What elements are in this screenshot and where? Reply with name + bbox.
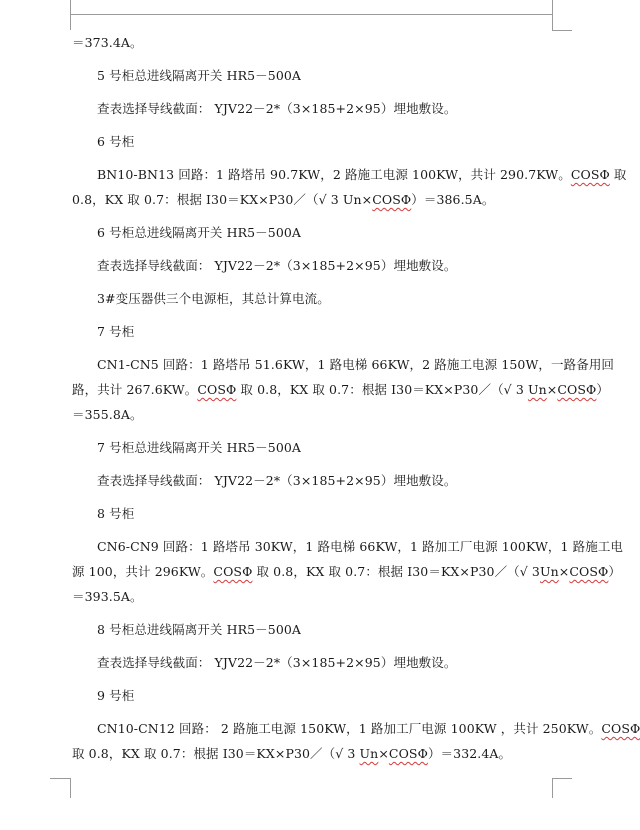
spellcheck-word: COSΦ: [569, 564, 609, 579]
heading-cabinet9: 9 号柜: [97, 688, 135, 703]
crop-mark-bottom-left-h: [50, 778, 70, 779]
crop-mark-bottom-right-v: [552, 778, 553, 798]
paragraph-cabinet8-switch: 8 号柜总进线隔离开关 HR5－500A: [97, 622, 302, 637]
paragraph-current-result: ＝373.4A。: [72, 35, 143, 50]
paragraph-cabinet7-switch: 7 号柜总进线隔离开关 HR5－500A: [97, 440, 302, 455]
paragraph-cabinet6-switch: 6 号柜总进线隔离开关 HR5－500A: [97, 225, 302, 240]
spellcheck-word: Un: [527, 382, 547, 397]
paragraph-cabinet5-cable: 查表选择导线截面： YJV22－2*（3×185+2×95）埋地敷设。: [97, 101, 457, 116]
paragraph-cabinet6-cable: 查表选择导线截面： YJV22－2*（3×185+2×95）埋地敷设。: [97, 258, 457, 273]
crop-mark-top-left-v: [70, 0, 71, 30]
spellcheck-word: COSΦ: [557, 382, 597, 397]
paragraph-cabinet8-cable: 查表选择导线截面： YJV22－2*（3×185+2×95）埋地敷设。: [97, 655, 457, 670]
spellcheck-word: COSΦ: [388, 746, 428, 761]
paragraph-cabinet9-calc: CN10-CN12 回路： 2 路施工电源 150KW，1 路加工厂电源 100KW ，共计 250KW。COSΦ 取 0.8，KX 取 0.7：根据 I30＝KX×P30／（√ 3 Un×COSΦ）＝332.4A。: [72, 721, 640, 761]
spellcheck-word: COSΦ: [570, 167, 610, 182]
crop-mark-top-right-h: [552, 30, 572, 31]
document-body: [72, 30, 640, 774]
heading-cabinet6: 6 号柜: [97, 134, 135, 149]
crop-mark-bottom-right-h: [552, 778, 572, 779]
heading-cabinet8: 8 号柜: [97, 506, 135, 521]
spellcheck-word: COSΦ: [372, 192, 412, 207]
paragraph-transformer3: 3#变压器供三个电源柜，其总计算电流。: [97, 291, 330, 306]
heading-cabinet7: 7 号柜: [97, 324, 135, 339]
spellcheck-word: Un: [359, 746, 379, 761]
paragraph-cabinet7-calc: CN1-CN5 回路：1 路塔吊 51.6KW，1 路电梯 66KW，2 路施工电源 150W，一路备用回 路，共计 267.6KW。COSΦ 取 0.8，KX 取 0.7：根据 I30＝KX×P30／（√ 3 Un×COSΦ） ＝355.8A。: [72, 357, 615, 422]
paragraph-cabinet6-calc: BN10-BN13 回路：1 路塔吊 90.7KW，2 路施工电源 100KW，共计 290.7KW。COSΦ 取 0.8，KX 取 0.7：根据 I30＝KX×P30／（√ 3 Un×COSΦ）＝386.5A。: [72, 167, 627, 207]
spellcheck-word: COSΦ: [213, 564, 253, 579]
spellcheck-word: COSΦ: [197, 382, 237, 397]
spellcheck-word: COSΦ: [601, 721, 640, 736]
paragraph-cabinet8-calc: CN6-CN9 回路：1 路塔吊 30KW，1 路电梯 66KW，1 路加工厂电源 100KW，1 路施工电 源 100，共计 296KW。COSΦ 取 0.8，KX 取 0.7：根据 I30＝KX×P30／（√ 3Un×COSΦ） ＝393.5A。: [72, 539, 624, 604]
crop-mark-top-rule: [70, 14, 553, 15]
paragraph-cabinet5-switch: 5 号柜总进线隔离开关 HR5－500A: [97, 68, 302, 83]
spellcheck-word: Un: [539, 564, 559, 579]
crop-mark-top-right-v: [552, 0, 553, 30]
crop-mark-bottom-left-v: [70, 778, 71, 798]
paragraph-cabinet7-cable: 查表选择导线截面： YJV22－2*（3×185+2×95）埋地敷设。: [97, 473, 457, 488]
